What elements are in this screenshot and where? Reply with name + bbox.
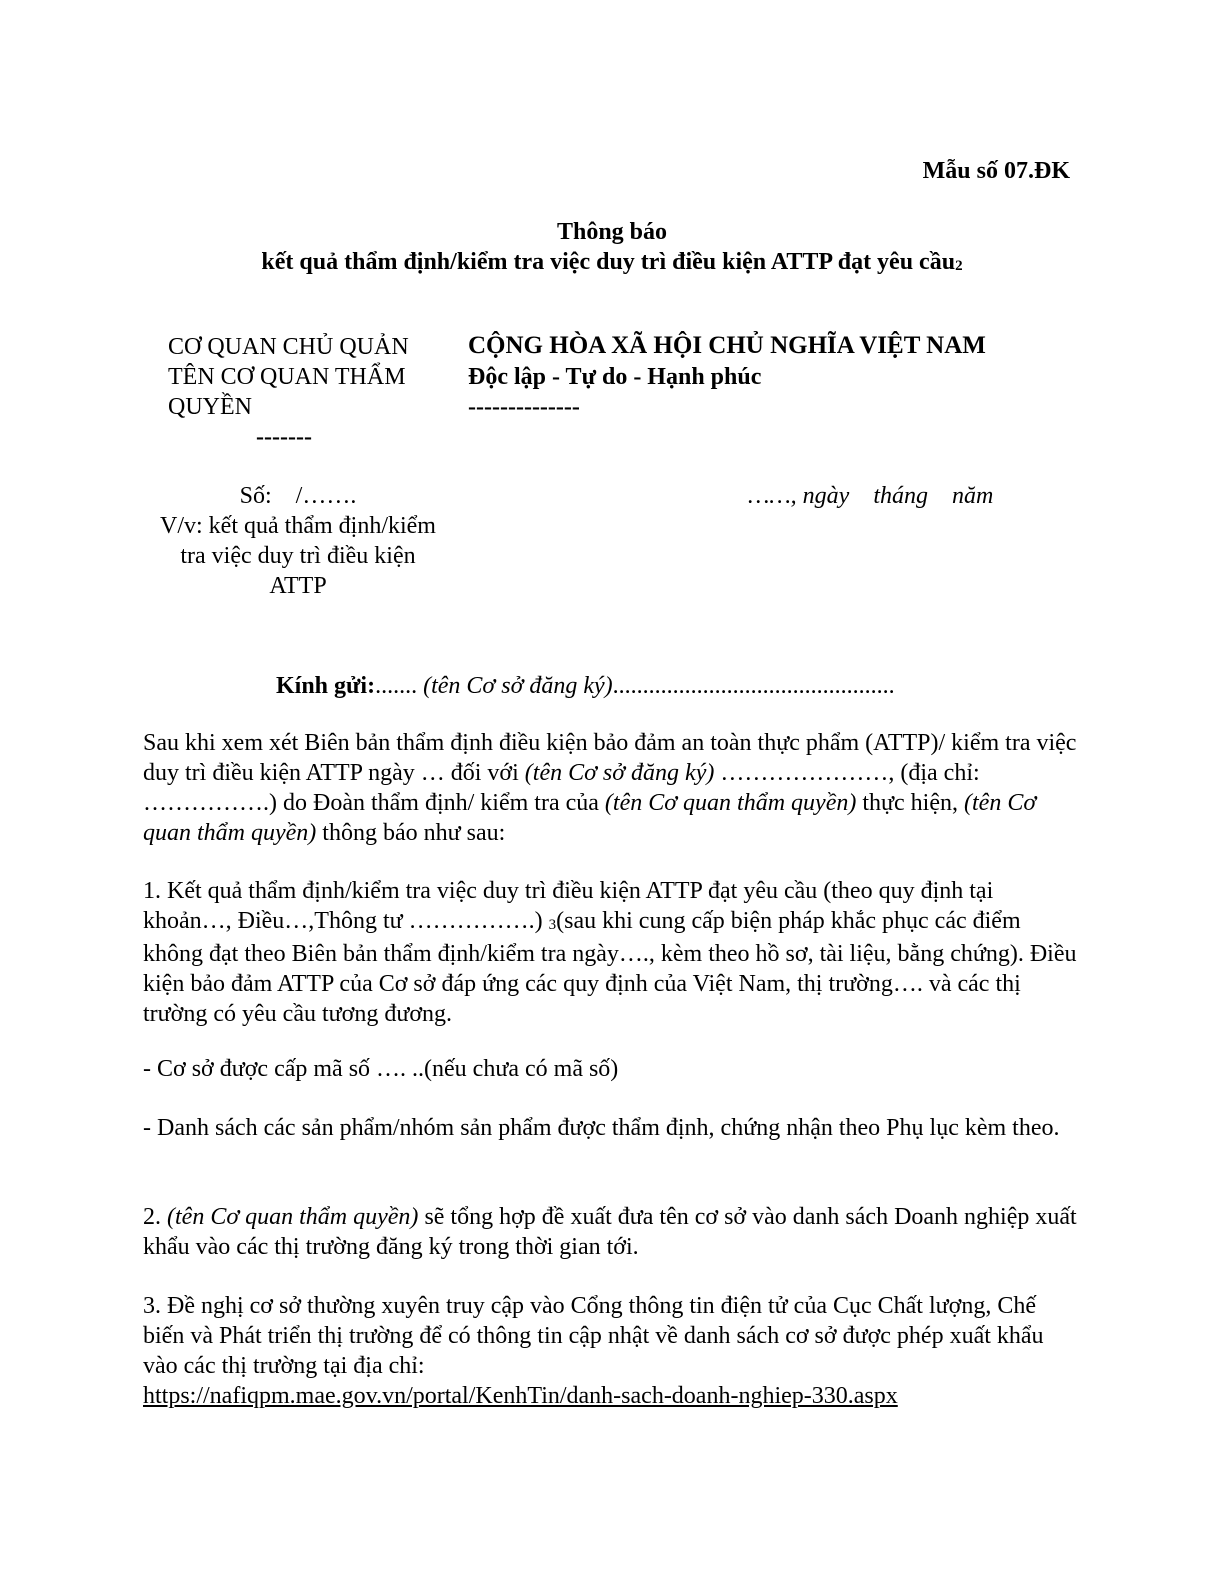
subject-line1: V/v: kết quả thẩm định/kiểm — [160, 513, 436, 539]
form-number: Mẫu số 07.ĐK — [922, 158, 1070, 184]
agency-name-line2: QUYỀN — [168, 394, 252, 420]
intro-text-1: Sau khi xem xét Biên bản thẩm định điều kiện bảo đảm an toàn thực phẩm (ATTP)/ kiểm tra việc duy trì điều kiện ATTP ngày … đối với — [143, 730, 1077, 786]
item-3-paragraph — [143, 1291, 1078, 1411]
item-2-authority-placeholder: (tên Cơ quan thẩm quyền) — [167, 1204, 419, 1230]
item-1-text-2: (sau khi cung cấp biện pháp khắc phục các điểm không đạt theo Biên bản thẩm định/kiểm tra ngày…., kèm theo hồ sơ, tài liệu, bằng chứng). Điều kiện bảo đảm ATTP của Cơ sở đáp ứng các quy định của Việt Nam, thị trường…. và các thị trường có yêu cầu tương đương. — [143, 908, 1077, 1027]
footnote-ref-3: 3 — [548, 917, 557, 933]
recipient-name: (tên Cơ sở đăng ký) — [423, 673, 613, 699]
intro-text-2: …………………, (địa chỉ: …………….) do Đoàn thẩm định/ kiểm tra của — [143, 760, 980, 816]
agency-parent: CƠ QUAN CHỦ QUẢN — [168, 334, 409, 360]
item-1-paragraph — [143, 876, 1078, 1029]
subject-line3: ATTP — [269, 573, 327, 599]
title-line2 — [0, 247, 1224, 280]
recipient-dots: ....... — [375, 673, 424, 699]
recipient-line — [276, 671, 895, 701]
item-3-text: 3. Đề nghị cơ sở thường xuyên truy cập vào Cổng thông tin điện tử của Cục Chất lượng, Chế biến và Phát triển thị trường để có thông tin cập nhật về danh sách cơ sở được phép xuất khẩu vào các thị trường tại địa chỉ: — [143, 1293, 1044, 1379]
portal-link[interactable]: https://nafiqpm.mae.gov.vn/portal/KenhTin/danh-sach-doanh-nghiep-330.aspx — [143, 1383, 898, 1409]
intro-authority-placeholder-2: (tên Cơ quan thẩm quyền) — [143, 790, 1037, 846]
national-motto: Độc lập - Tự do - Hạnh phúc — [468, 364, 762, 390]
left-header — [168, 332, 409, 422]
recipient-dots-trailing: ............................................... — [612, 673, 895, 699]
agency-name-line1: TÊN CƠ QUAN THẨM — [168, 364, 406, 390]
right-header-divider: -------------- — [468, 394, 580, 420]
subject-line2: tra việc duy trì điều kiện — [180, 543, 416, 569]
document-number: Số: /……. — [239, 483, 357, 509]
national-title: CỘNG HÒA XÃ HỘI CHỦ NGHĨA VIỆT NAM — [468, 332, 986, 359]
intro-paragraph — [143, 728, 1078, 848]
title-text: kết quả thẩm định/kiểm tra việc duy trì điều kiện ATTP đạt yêu cầu — [261, 249, 956, 275]
recipient-label: Kính gửi: — [276, 673, 376, 699]
item-2-paragraph — [143, 1202, 1078, 1262]
title-line1: Thông báo — [556, 219, 668, 245]
item-1-text-1: 1. Kết quả thẩm định/kiểm tra việc duy trì điều kiện ATTP đạt yêu cầu (theo quy định tại khoản…, Điều…,Thông tư …………….) — [143, 878, 994, 934]
intro-facility-placeholder: (tên Cơ sở đăng ký) — [524, 760, 715, 786]
intro-text-3: thực hiện, — [856, 790, 964, 816]
reference-block — [143, 481, 453, 601]
item-2-text: sẽ tổng hợp đề xuất đưa tên cơ sở vào danh sách Doanh nghiệp xuất khẩu vào các thị trường đăng ký trong thời gian tới. — [143, 1204, 1077, 1260]
intro-text-4: thông báo như sau: — [316, 820, 506, 846]
intro-authority-placeholder: (tên Cơ quan thẩm quyền) — [604, 790, 857, 816]
bullet-code: - Cơ sở được cấp mã số …. ..(nếu chưa có mã số) — [143, 1056, 619, 1082]
date-line: ……, ngày tháng năm — [748, 483, 994, 509]
bullet-product-list: - Danh sách các sản phẩm/nhóm sản phẩm được thẩm định, chứng nhận theo Phụ lục kèm theo. — [143, 1115, 1060, 1141]
item-2-number: 2. — [143, 1204, 167, 1230]
footnote-ref: 2 — [955, 258, 963, 274]
left-header-divider: ------- — [256, 424, 312, 450]
